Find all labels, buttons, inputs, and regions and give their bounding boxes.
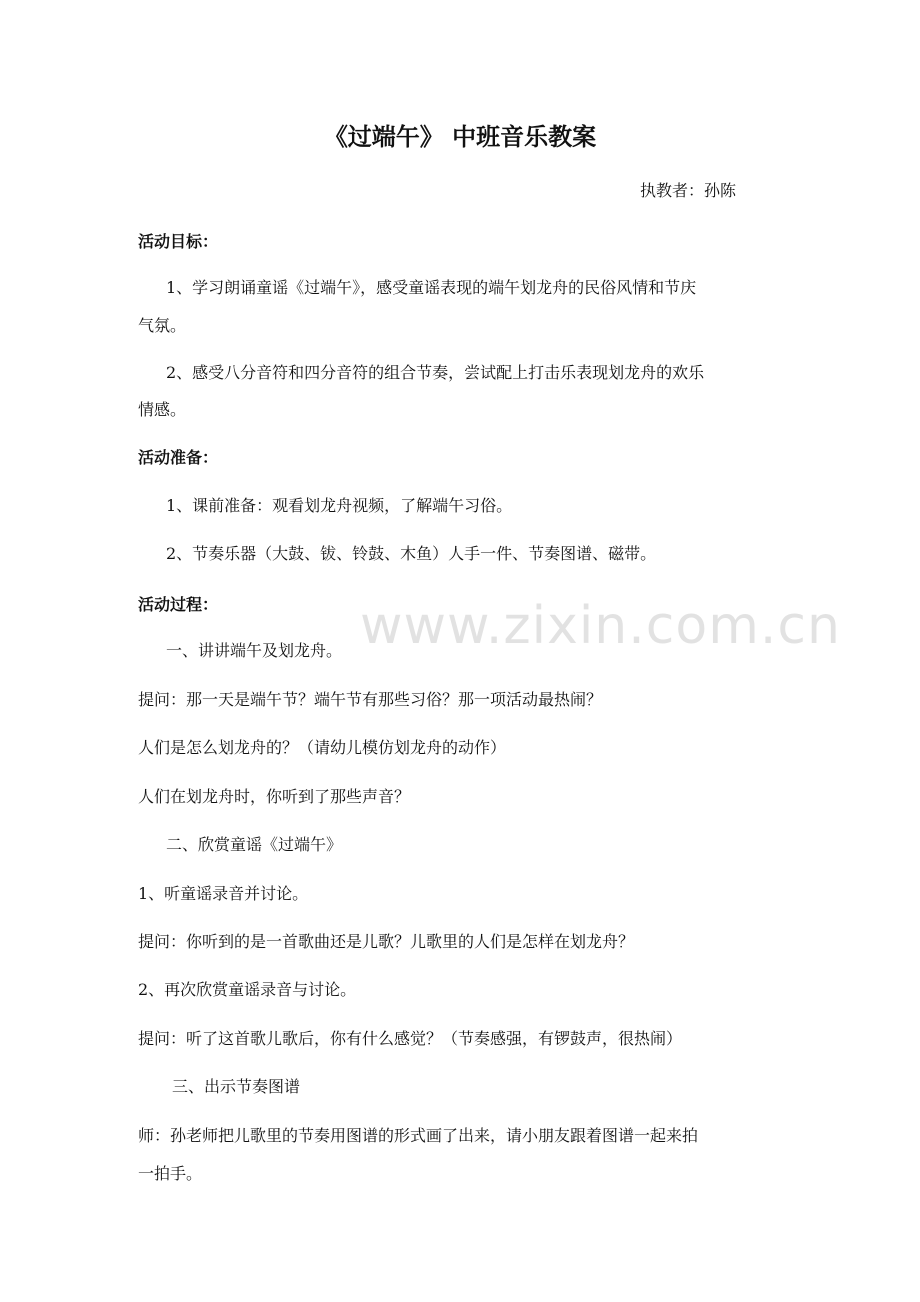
document-title: 《过端午》 中班音乐教案 bbox=[323, 122, 597, 151]
prep-item-2: 2、节奏乐器（大鼓、钹、铃鼓、木鱼）人手一件、节奏图谱、磁带。 bbox=[166, 544, 657, 563]
step-1-question-3: 人们在划龙舟时，你听到了那些声音？ bbox=[138, 787, 411, 806]
author-line: 执教者：孙陈 bbox=[640, 181, 737, 200]
goals-heading: 活动目标： bbox=[138, 232, 219, 251]
teacher-line-1: 师：孙老师把儿歌里的节奏用图谱的形式画了出来，请小朋友跟着图谱一起来拍 bbox=[138, 1126, 699, 1145]
goal-2-line-1: 2、感受八分音符和四分音符的组合节奏，尝试配上打击乐表现划龙舟的欢乐 bbox=[166, 363, 705, 382]
step-2-item-1: 1、听童谣录音并讨论。 bbox=[138, 884, 309, 903]
goal-1-line-1: 1、学习朗诵童谣《过端午》，感受童谣表现的端午划龙舟的民俗风情和节庆 bbox=[166, 278, 697, 297]
step-3-title: 三、出示节奏图谱 bbox=[172, 1077, 301, 1096]
watermark: www.zixin.com.cn bbox=[360, 596, 841, 656]
step-2-question-2: 提问：听了这首歌儿歌后，你有什么感觉？（节奏感强，有锣鼓声，很热闹） bbox=[138, 1029, 683, 1048]
goal-1-line-2: 气氛。 bbox=[138, 316, 187, 335]
step-2-title: 二、欣赏童谣《过端午》 bbox=[166, 835, 343, 854]
prep-item-1: 1、课前准备：观看划龙舟视频，了解端午习俗。 bbox=[166, 496, 513, 515]
process-heading: 活动过程： bbox=[138, 595, 219, 614]
teacher-line-2: 一拍手。 bbox=[138, 1164, 203, 1183]
step-1-question-1: 提问：那一天是端午节？端午节有那些习俗？那一项活动最热闹？ bbox=[138, 690, 603, 709]
goal-2-line-2: 情感。 bbox=[138, 400, 187, 419]
step-1-question-2: 人们是怎么划龙舟的？（请幼儿模仿划龙舟的动作） bbox=[138, 738, 507, 757]
prep-heading: 活动准备： bbox=[138, 448, 219, 467]
step-2-item-2: 2、再次欣赏童谣录音与讨论。 bbox=[138, 980, 357, 999]
step-1-title: 一、讲讲端午及划龙舟。 bbox=[166, 641, 343, 660]
step-2-question-1: 提问：你听到的是一首歌曲还是儿歌？儿歌里的人们是怎样在划龙舟？ bbox=[138, 932, 635, 951]
